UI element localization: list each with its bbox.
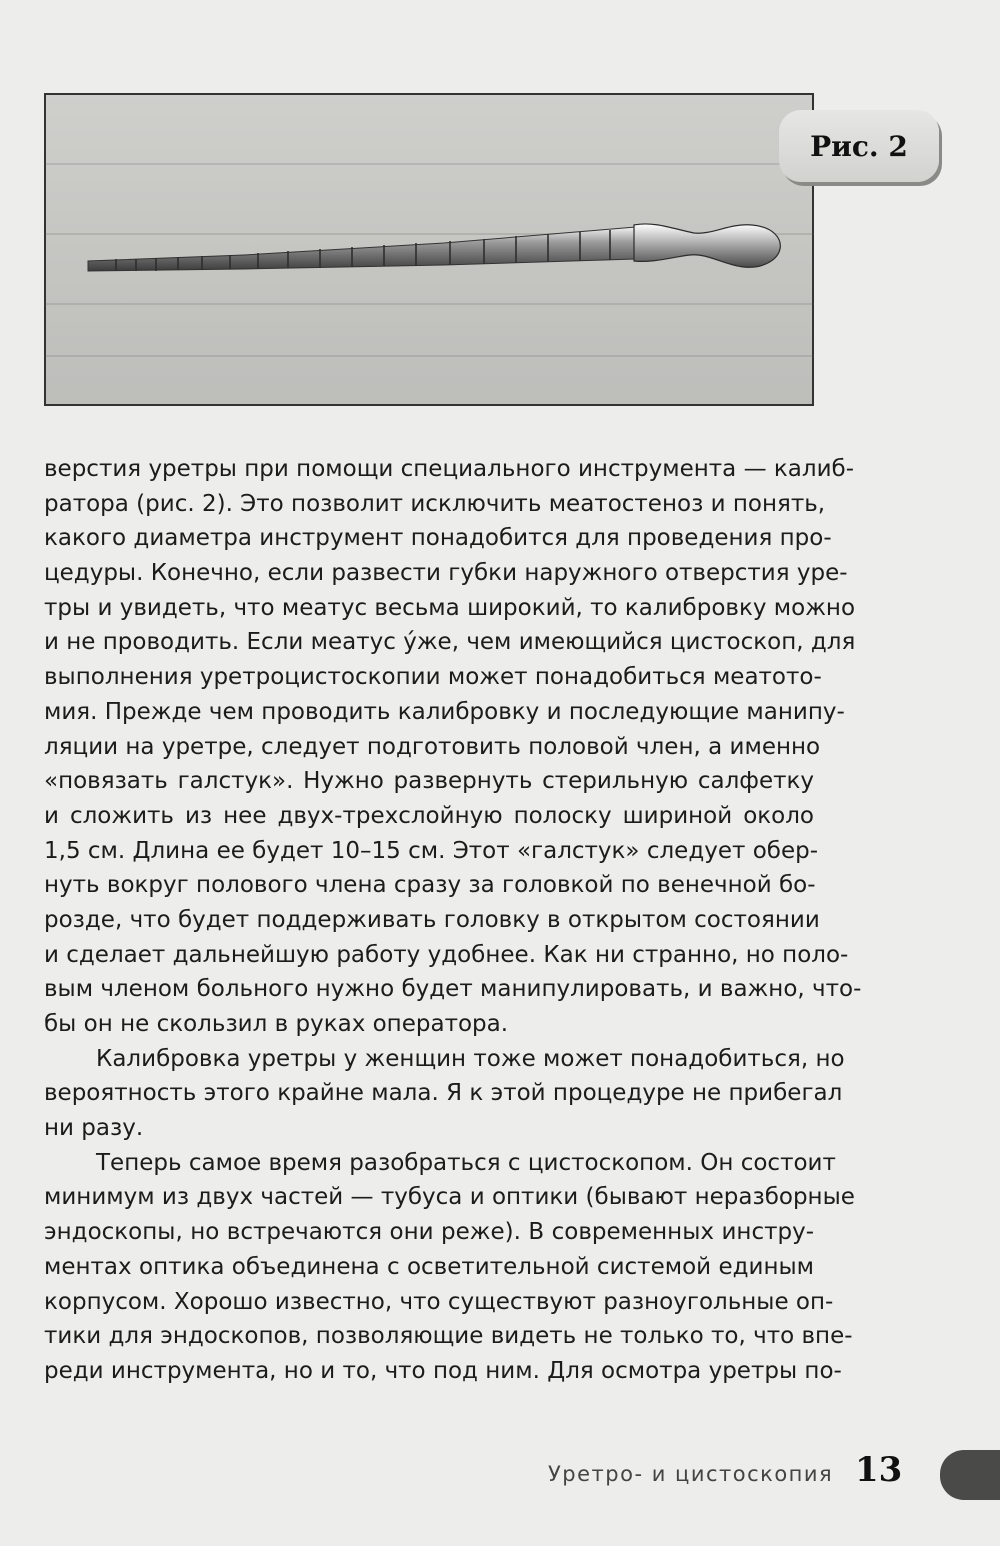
text-line: тики для эндоскопов, позволяющие видеть не только то, что впе- <box>44 1323 853 1350</box>
text-line: и сложить из нее двух-трехслойную полоску шириной около <box>44 802 814 829</box>
text-line: корпусом. Хорошо известно, что существуют разноугольные оп- <box>44 1288 834 1315</box>
text-line: реди инструмента, но и то, что под ним. Для осмотра уретры по- <box>44 1357 842 1384</box>
text-line: бы он не скользил в руках оператора. <box>44 1011 509 1037</box>
text-line: ляции на уретре, следует подготовить половой член, а именно <box>44 733 821 760</box>
text-line: верстия уретры при помощи специального инструмента — калиб- <box>44 456 854 482</box>
text-line: и сделает дальнейшую работу удобнее. Как ни странно, но поло- <box>44 941 849 968</box>
text-line: эндоскопы, но встречаются они реже). В современных инстру- <box>44 1219 814 1246</box>
text-line: тры и увидеть, что меатус весьма широкий, то калибровку можно <box>44 594 856 621</box>
text-line: и не проводить. Если меатус у́же, чем имеющийся цистоскоп, для <box>44 629 856 656</box>
text-line: минимум из двух частей — тубуса и оптики (бывают неразборные <box>44 1184 855 1211</box>
text-line: цедуры. Конечно, если развести губки наружного отверстия уре- <box>44 560 848 587</box>
running-title: Уретро- и цистоскопия <box>548 1462 834 1486</box>
text-line: нуть вокруг полового члена сразу за головкой по венечной бо- <box>44 872 816 899</box>
figure-label-tab <box>779 110 939 182</box>
text-line: вым членом больного нужно будет манипулировать, и важно, что- <box>44 976 862 1003</box>
page-edge-tab <box>940 1450 1000 1500</box>
text-line: вероятность этого крайне мала. Я к этой процедуре не прибегал <box>44 1080 843 1107</box>
calibrator-instrument-illustration <box>44 93 814 406</box>
page-number: 13 <box>855 1450 903 1490</box>
figure-photo <box>44 93 814 406</box>
text-line: какого диаметра инструмент понадобится для проведения про- <box>44 525 832 552</box>
text-line: ни разу. <box>44 1115 144 1142</box>
text-line: 1,5 см. Длина ее будет 10–15 см. Этот «галстук» следует обер- <box>44 837 818 864</box>
text-line: Калибровка уретры у женщин тоже может понадобиться, но <box>96 1045 845 1072</box>
text-line: ратора (рис. 2). Это позволит исключить меатостеноз и понять, <box>44 490 826 517</box>
text-line: выполнения уретроцистоскопии может понадобиться меатото- <box>44 664 822 691</box>
text-line: Теперь самое время разобраться с цистоскопом. Он состоит <box>96 1149 836 1176</box>
body-text <box>44 452 862 1389</box>
text-line: розде, что будет поддерживать головку в открытом состоянии <box>44 906 820 933</box>
figure-label: Рис. 2 <box>810 129 908 163</box>
text-line: «повязать галстук». Нужно развернуть стерильную салфетку <box>44 768 814 795</box>
text-line: мия. Прежде чем проводить калибровку и последующие манипу- <box>44 698 845 725</box>
text-line: ментах оптика объединена с осветительной системой единым <box>44 1253 814 1280</box>
